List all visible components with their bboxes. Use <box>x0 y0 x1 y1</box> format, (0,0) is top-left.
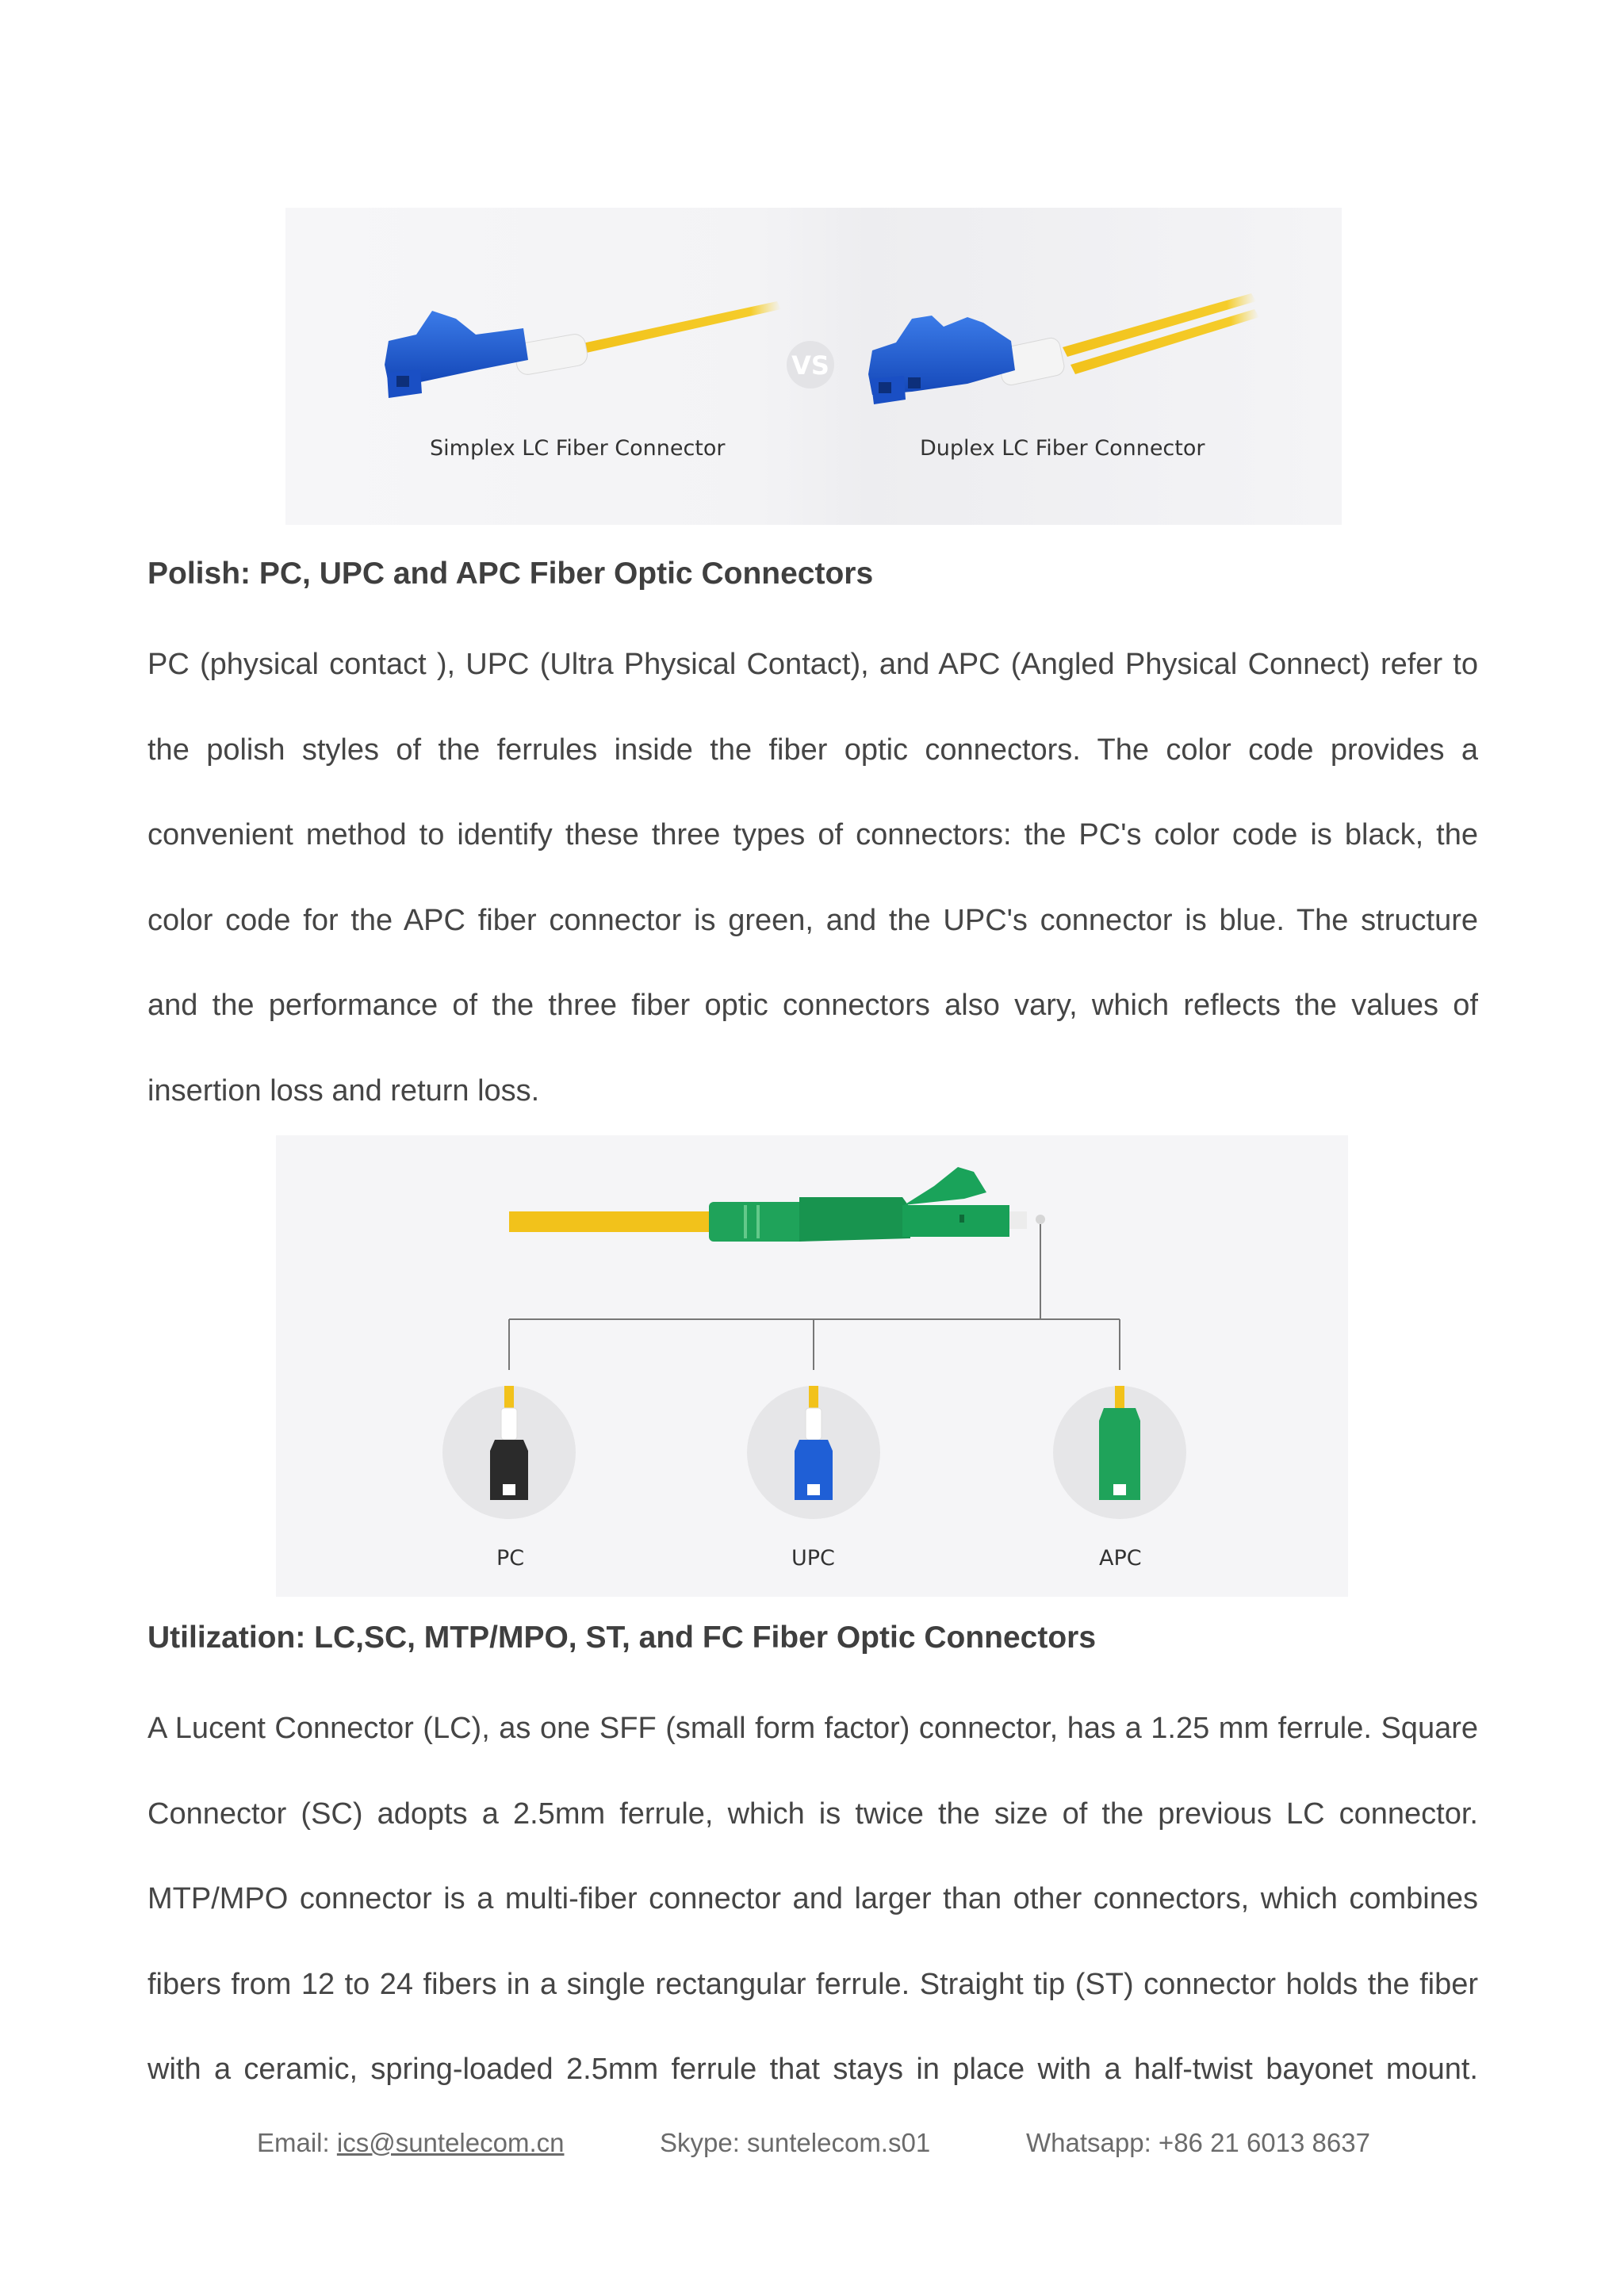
email-link[interactable]: ics@suntelecom.cn <box>336 2128 565 2157</box>
email-label: Email: <box>257 2128 337 2157</box>
tree-lines <box>509 1224 1120 1370</box>
paragraph-line: A Lucent Connector (LC), as one SFF (small form factor) connector, has a 1.25 mm ferrule. Square <box>147 1712 1478 1745</box>
footer-email <box>257 2128 564 2158</box>
polish-types-illustration <box>276 1135 1348 1597</box>
utilization-paragraph <box>147 1686 1478 2113</box>
simplex-connector <box>385 301 781 398</box>
polish-heading: Polish: PC, UPC and APC Fiber Optic Connectors <box>147 557 874 591</box>
vs-label: VS <box>791 350 829 381</box>
footer-whatsapp: Whatsapp: +86 21 6013 8637 <box>1026 2128 1370 2157</box>
paragraph-line: insertion loss and return loss. <box>147 1073 540 1108</box>
polish-types-figure <box>276 1135 1348 1597</box>
apc-main-connector <box>509 1167 1045 1242</box>
upc-label: UPC <box>791 1546 835 1571</box>
pc-label: PC <box>496 1546 525 1571</box>
polish-paragraph <box>147 622 1478 1134</box>
paragraph-line: convenient method to identify these three types of connectors: the PC's color code is black, the <box>147 818 1478 851</box>
apc-label: APC <box>1099 1546 1142 1571</box>
simplex-vs-duplex-figure <box>285 208 1342 525</box>
footer-skype: Skype: suntelecom.s01 <box>660 2128 931 2157</box>
duplex-connector <box>868 293 1259 404</box>
paragraph-line: color code for the APC fiber connector is green, and the UPC's connector is blue. The structure <box>147 903 1478 937</box>
paragraph-line: PC (physical contact ), UPC (Ultra Physical Contact), and APC (Angled Physical Connect) refer to <box>147 648 1478 681</box>
paragraph-line: MTP/MPO connector is a multi-fiber connector and larger than other connectors, which combines <box>147 1882 1478 1915</box>
paragraph-line: the polish styles of the ferrules inside the fiber optic connectors. The color code provides a <box>147 733 1478 767</box>
paragraph-line: with a ceramic, spring-loaded 2.5mm ferrule that stays in place with a half-twist bayonet mount. <box>147 2053 1478 2086</box>
duplex-caption: Duplex LC Fiber Connector <box>920 436 1205 461</box>
simplex-caption: Simplex LC Fiber Connector <box>430 436 726 461</box>
paragraph-line: Connector (SC) adopts a 2.5mm ferrule, which is twice the size of the previous LC connector. <box>147 1797 1478 1831</box>
pc-connector <box>442 1386 576 1519</box>
paragraph-line: fibers from 12 to 24 fibers in a single rectangular ferrule. Straight tip (ST) connector holds the fiber <box>147 1967 1478 2001</box>
paragraph-line: and the performance of the three fiber optic connectors also vary, which reflects the values of <box>147 989 1478 1022</box>
utilization-heading: Utilization: LC,SC, MTP/MPO, ST, and FC Fiber Optic Connectors <box>147 1621 1097 1655</box>
upc-connector <box>747 1386 880 1519</box>
apc-connector <box>1053 1386 1186 1519</box>
lc-connectors-illustration <box>285 208 1342 525</box>
